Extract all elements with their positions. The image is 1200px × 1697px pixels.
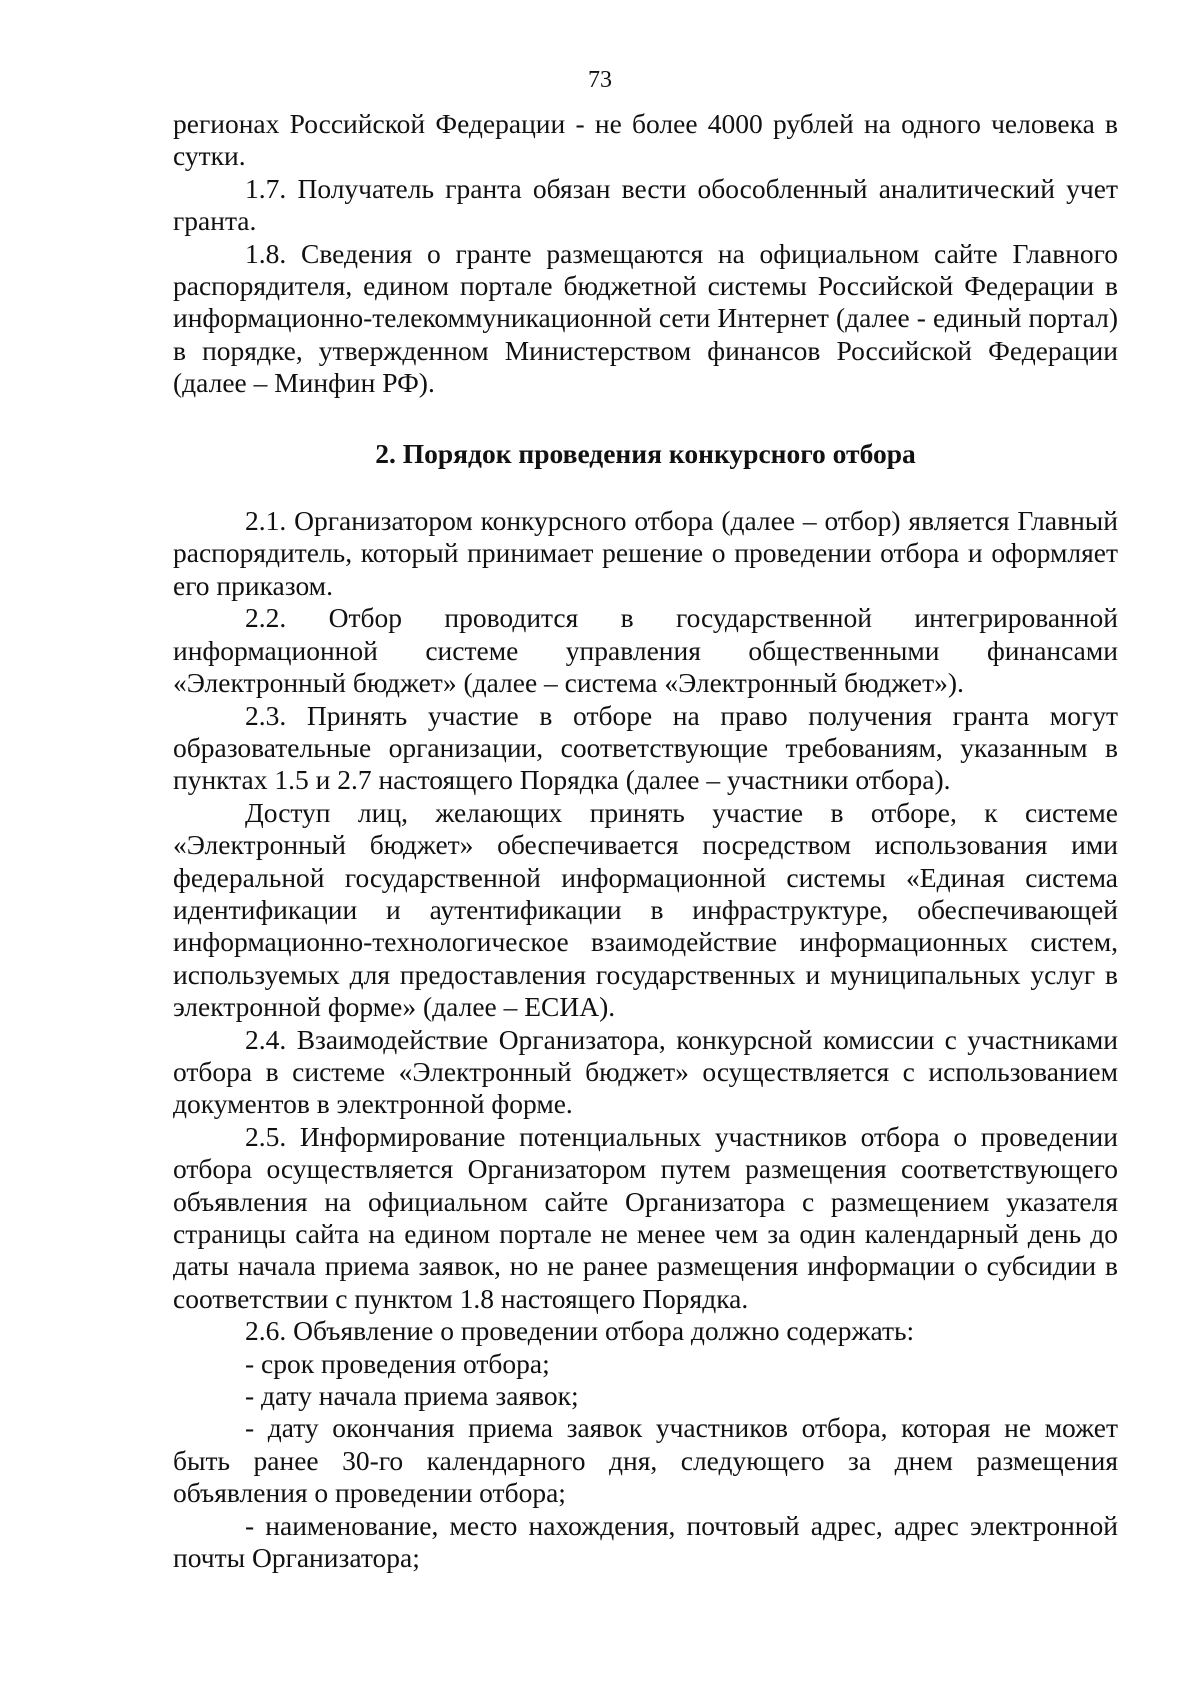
paragraph-1-8: 1.8. Сведения о гранте размещаются на официальном сайте Главного распорядителя, едином портале бюджетной системы Российской Федерации в информационно-телекоммуникационной сети Интернет (далее - единый портал) в порядке, утвержденном Министерством финансов Российской Федерации (далее – Минфин РФ).: [173, 237, 1118, 399]
paragraph-access: Доступ лиц, желающих принять участие в отборе, к системе «Электронный бюджет» обеспечивается посредством использования ими федеральной государственной информационной системы «Единая система идентификации и аутентификации в инфраструктуре, обеспечивающей информационно-технологическое взаимодействие информационных систем, используемых для предоставления государственных и муниципальных услуг в электронной форме» (далее – ЕСИА).: [173, 796, 1118, 1023]
paragraph-2-1: 2.1. Организатором конкурсного отбора (далее – отбор) является Главный распорядитель, который принимает решение о проведении отбора и оформляет его приказом.: [173, 505, 1118, 601]
paragraph-2-2: 2.2. Отбор проводится в государственной интегрированной информационной системе управления общественными финансами «Электронный бюджет» (далее – система «Электронный бюджет»).: [173, 602, 1118, 699]
list-item: - дату начала приема заявок;: [245, 1380, 579, 1412]
list-item: - наименование, место нахождения, почтовый адрес, адрес электронной почты Организатора;: [173, 1509, 1118, 1574]
paragraph-2-5: 2.5. Информирование потенциальных участников отбора о проведении отбора осуществляется Организатором путем размещения соответствующего объявления на официальном сайте Организатора с размещением указателя страницы сайта на едином портале не менее чем за один календарный день до даты начала приема заявок, но не ранее размещения информации о субсидии в соответствии с пунктом 1.8 настоящего Порядка.: [173, 1120, 1118, 1314]
paragraph-2-3: 2.3. Принять участие в отборе на право получения гранта могут образовательные организации, соответствующие требованиям, указанным в пунктах 1.5 и 2.7 настоящего Порядка (далее – участники отбора).: [173, 699, 1118, 796]
paragraph-2-4: 2.4. Взаимодействие Организатора, конкурсной комиссии с участниками отбора в системе «Электронный бюджет» осуществляется с использованием документов в электронной форме.: [173, 1023, 1118, 1120]
document-body: [173, 108, 1118, 1574]
paragraphs-before-section: [173, 108, 1118, 400]
section-2-body: [173, 505, 1118, 1574]
page-number: 73: [588, 67, 612, 93]
list-item: - дату окончания приема заявок участников отбора, которая не может быть ранее 30-го календарного дня, следующего за днем размещения объявления о проведении отбора;: [173, 1412, 1118, 1509]
paragraph: регионах Российской Федерации - не более 4000 рублей на одного человека в сутки.: [173, 108, 1118, 172]
paragraph-2-6: 2.6. Объявление о проведении отбора должно содержать:: [245, 1315, 915, 1347]
section-heading: 2. Порядок проведения конкурсного отбора: [375, 437, 916, 469]
paragraph-1-7: 1.7. Получатель гранта обязан вести обособленный аналитический учет гранта.: [173, 172, 1118, 237]
list-item: - срок проведения отбора;: [245, 1347, 550, 1379]
